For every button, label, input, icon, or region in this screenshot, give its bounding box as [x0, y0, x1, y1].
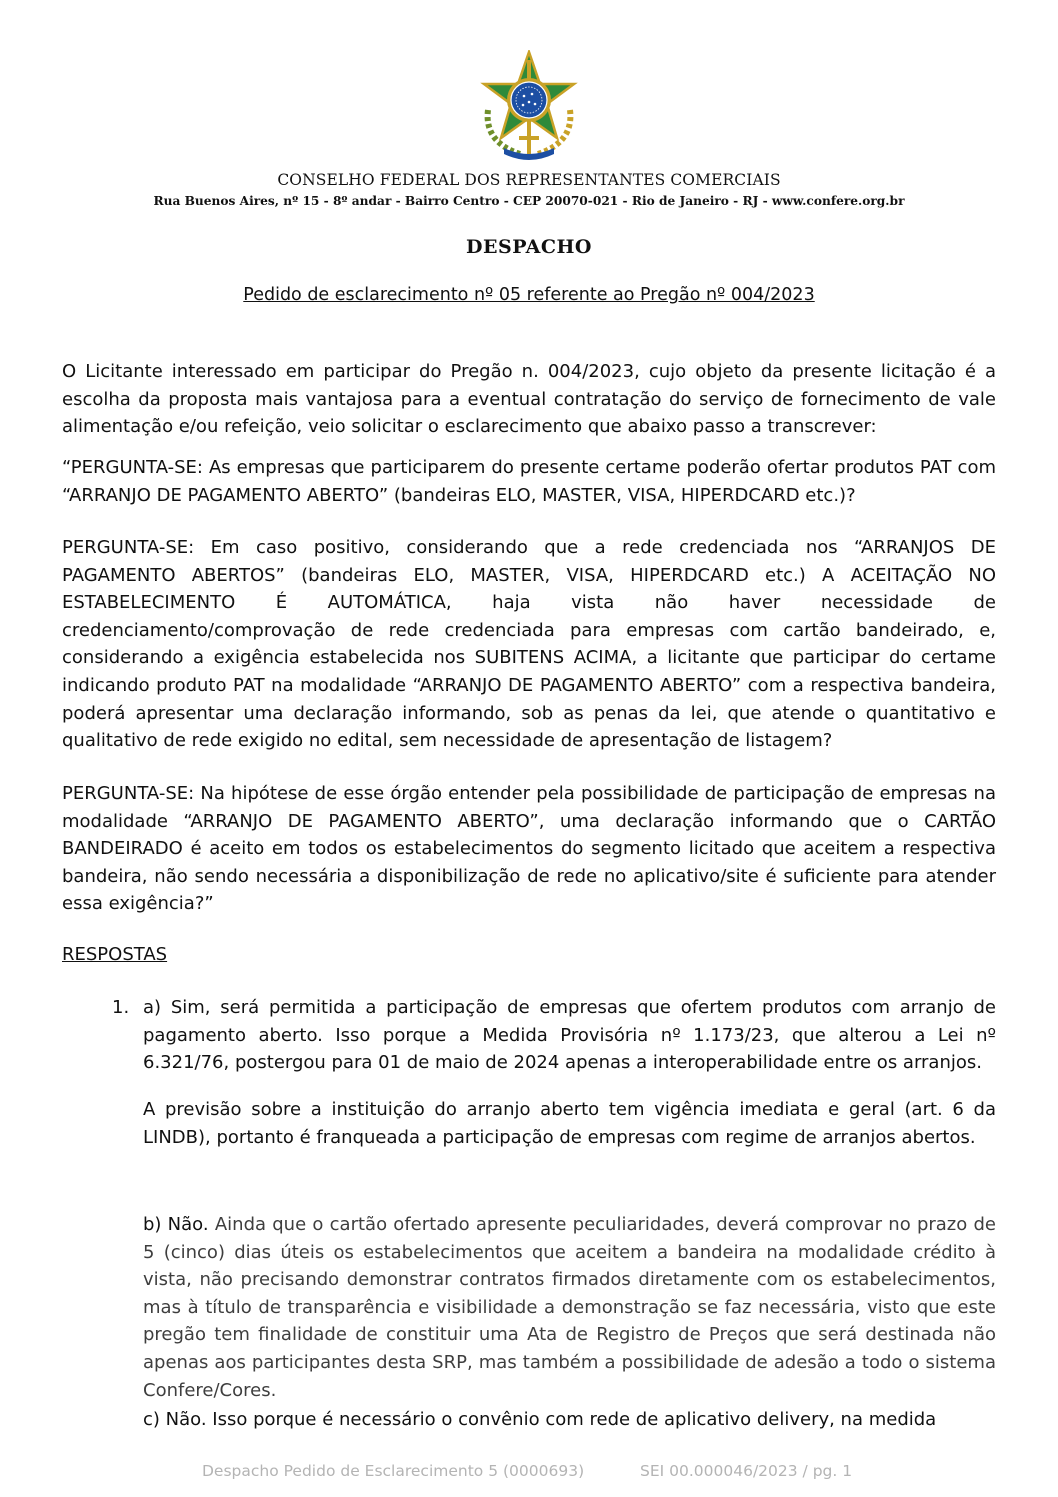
answer-list-number: 1.	[112, 997, 130, 1018]
document-subtitle: Pedido de esclarecimento nº 05 referente ao Pregão nº 004/2023	[243, 285, 815, 305]
question-paragraph-3: PERGUNTA-SE: Na hipótese de esse órgão entender pela possibilidade de participação de empresas na modalidade “ARRANJO DE PAGAMENTO ABERTO”, uma declaração informando que o CARTÃO BANDEIRADO é aceito em todos os estabelecimentos do segmento licitado que aceitem a respectiva bandeira, não sendo necessária a disponibilização de rede no aplicativo/site é suficiente para atender essa exigência?”	[62, 783, 996, 915]
answer-b	[143, 1211, 996, 1404]
question-paragraph-1: “PERGUNTA-SE: As empresas que participarem do presente certame poderão ofertar produtos PAT com “ARRANJO DE PAGAMENTO ABERTO” (bandeiras ELO, MASTER, VISA, HIPERDCARD etc.)?	[62, 457, 996, 506]
organization-name: CONSELHO FEDERAL DOS REPRESENTANTES COMERCIAIS	[277, 171, 781, 189]
answer-b-lead: b) Não.	[143, 1214, 209, 1235]
respostas-heading: RESPOSTAS	[62, 944, 168, 965]
answer-a: a) Sim, será permitida a participação de empresas que ofertem produtos com arranjo de pagamento aberto. Isso porque a Medida Provisória nº 1.173/23, que alterou a Lei nº 6.321/76, postergou para 01 de maio de 2024 apenas a interoperabilidade entre os arranjos.	[143, 997, 996, 1074]
answer-b-text: Ainda que o cartão ofertado apresente peculiaridades, deverá comprovar no prazo de 5 (cinco) dias úteis os estabelecimentos que aceitem a bandeira na modalidade crédito à vista, não precisando demonstrar contratos firmados diretamente com os estabelecimentos, mas à título de transparência e visibilidade a demonstração se faz necessária, visto que este pregão tem finalidade de constituir uma Ata de Registro de Preços que será destinada não apenas aos participantes desta SRP, mas também a possibilidade de adesão a todo o sistema Confere/Cores.	[143, 1214, 996, 1401]
question-paragraph-2: PERGUNTA-SE: Em caso positivo, considerando que a rede credenciada nos “ARRANJOS DE PAGAMENTO ABERTOS” (bandeiras ELO, MASTER, VISA, HIPERDCARD etc.) A ACEITAÇÃO NO ESTABELECIMENTO É AUTOMÁTICA, haja vista não haver necessidade de credenciamento/comprovação de rede credenciada para empresas com cartão bandeirado, e, considerando a exigência estabelecida nos SUBITENS ACIMA, a licitante que participar do certame indicando produto PAT na modalidade “ARRANJO DE PAGAMENTO ABERTO” com a respectiva bandeira, poderá apresentar uma declaração informando, sob as penas da lei, que atende o quantitativo e qualitativo de rede exigido no edital, sem necessidade de apresentação de listagem?	[62, 537, 996, 752]
organization-address: Rua Buenos Aires, nº 15 - 8º andar - Bairro Centro - CEP 20070-021 - Rio de Janeiro - RJ - www.confere.org.br	[153, 194, 905, 208]
footer-process-page: SEI 00.000046/2023 / pg. 1	[640, 1462, 853, 1480]
answer-c: c) Não. Isso porque é necessário o convênio com rede de aplicativo delivery, na medida	[143, 1409, 937, 1430]
footer-document-reference: Despacho Pedido de Esclarecimento 5 (0000693)	[202, 1462, 585, 1480]
coat-of-arms-emblem	[474, 50, 584, 162]
document-title: DESPACHO	[466, 236, 592, 258]
intro-paragraph: O Licitante interessado em participar do Pregão n. 004/2023, cujo objeto da presente licitação é a escolha da proposta mais vantajosa para a eventual contratação do serviço de fornecimento de vale alimentação e/ou refeição, veio solicitar o esclarecimento que abaixo passo a transcrever:	[62, 361, 996, 438]
answer-a-continued: A previsão sobre a instituição do arranjo aberto tem vigência imediata e geral (art. 6 da LINDB), portanto é franqueada a participação de empresas com regime de arranjos abertos.	[143, 1099, 996, 1148]
